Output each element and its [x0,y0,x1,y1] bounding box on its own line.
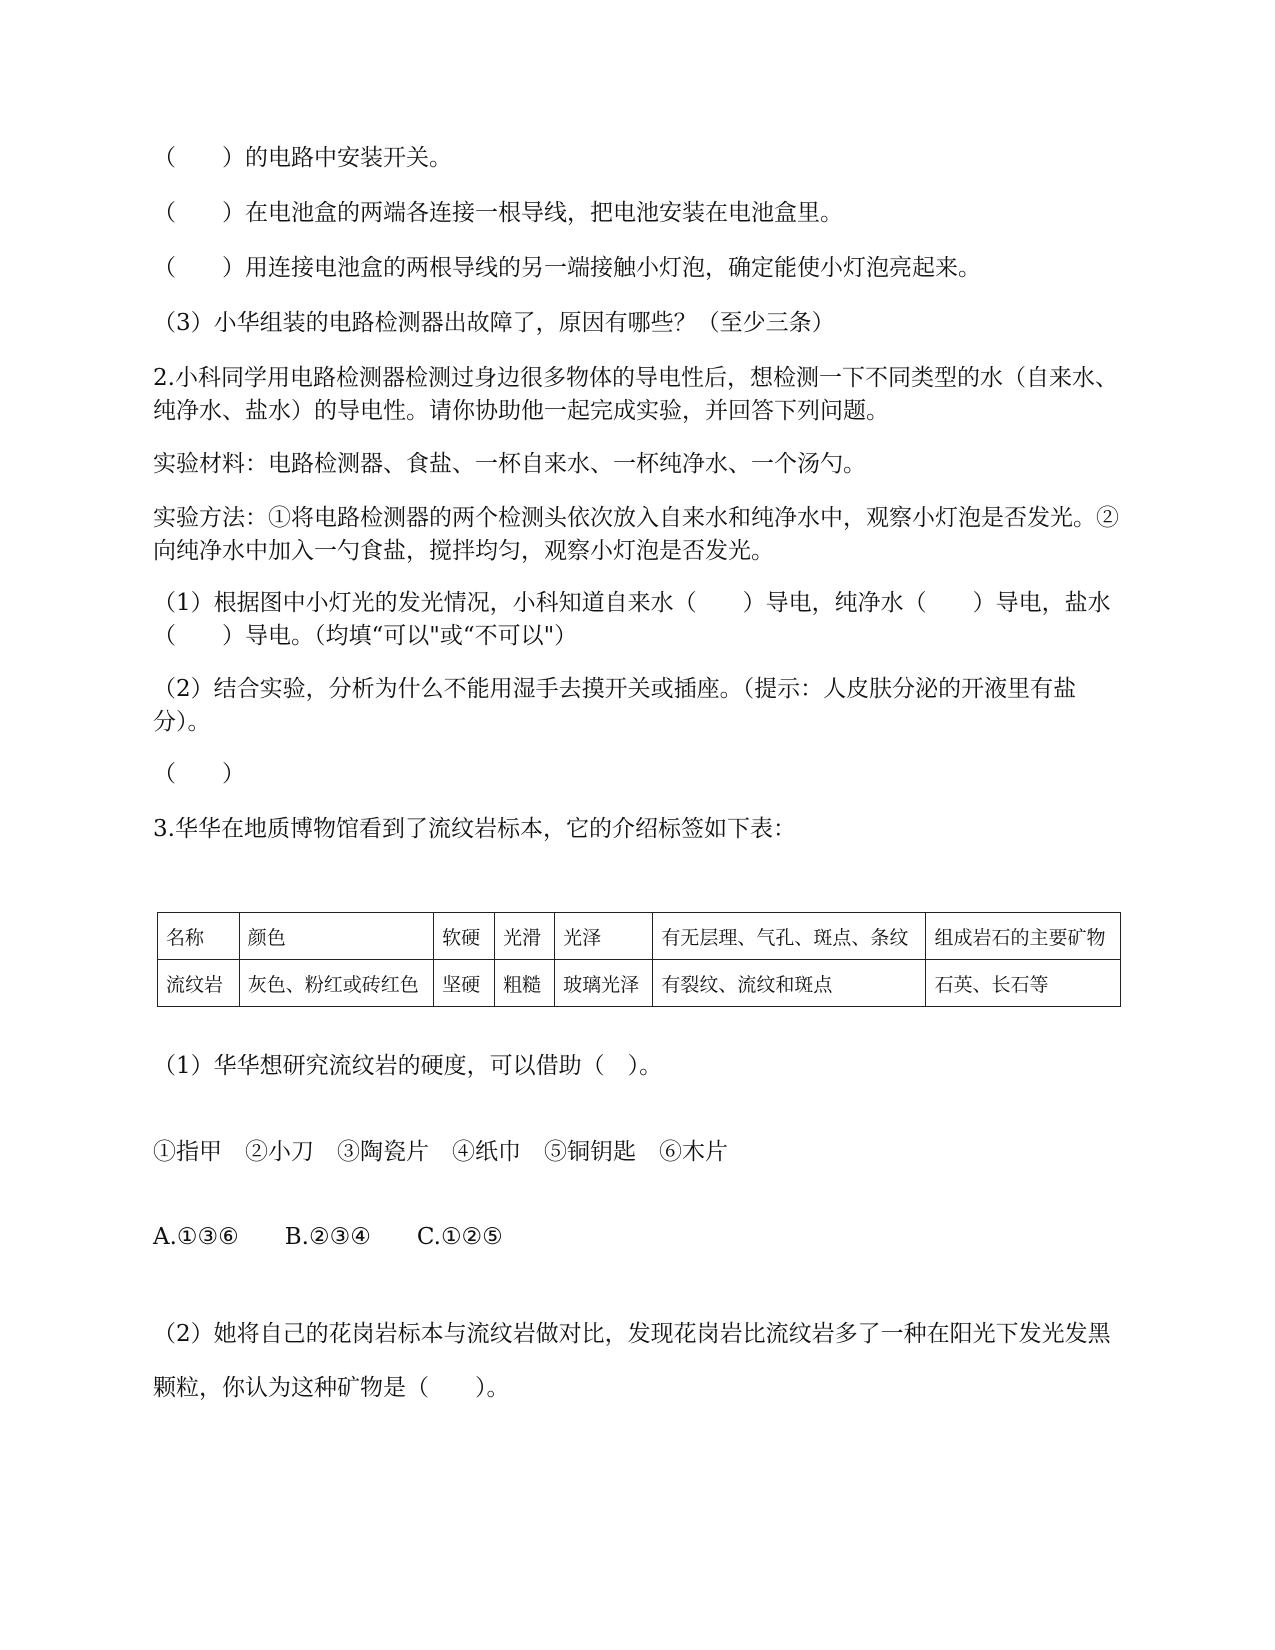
experiment-method: 实验方法：①将电路检测器的两个检测头依次放入自来水和纯净水中，观察小灯泡是否发光。②向纯净水中加入一勺食盐，搅拌均匀，观察小灯泡是否发光。 [153,505,1119,564]
answer-choices: A.①③⑥ B.②③④ C.①②⑤ [153,1224,503,1250]
experiment-materials: 实验材料：电路检测器、食盐、一杯自来水、一杯纯净水、一个汤勺。 [153,451,866,477]
question-3-2: （2）她将自己的花岗岩标本与流纹岩做对比，发现花岗岩比流纹岩多了一种在阳光下发光发黑颗粒，你认为这种矿物是（ ）。 [153,1321,1111,1401]
table-cell: 有无层理、气孔、斑点、条纹 [653,913,926,960]
table-cell: 灰色、粉红或砖红色 [239,960,433,1007]
table-cell: 光滑 [495,913,555,960]
table-cell: 颜色 [239,913,433,960]
question-3: 3.华华在地质博物馆看到了流纹岩标本，它的介绍标签如下表： [153,816,796,842]
question-1-3: （3）小华组装的电路检测器出故障了，原因有哪些？（至少三条） [153,310,835,336]
table-row [158,960,1121,1007]
question-2: 2.小科同学用电路检测器检测过身边很多物体的导电性后，想检测一下不同类型的水（自来水、纯净水、盐水）的导电性。请你协助他一起完成实验，并回答下列问题。 [153,365,1118,424]
table-cell: 坚硬 [434,960,495,1007]
question-2-2: （2）结合实验，分析为什么不能用湿手去摸开关或插座。（提示：人皮肤分泌的开液里有盐分）。 [153,676,1077,735]
question-3-1: （1）华华想研究流纹岩的硬度，可以借助（ ）。 [153,1053,663,1079]
question-2-1: （1）根据图中小灯光的发光情况，小科知道自来水（ ）导电，纯净水（ ）导电，盐水（ ）导电。（均填“可以"或“不可以"） [153,590,1111,649]
rhyolite-label-table [157,912,1121,1007]
answer-blank: （ ） [153,761,245,787]
circuit-step-bulb: （ ）用连接电池盒的两根导线的另一端接触小灯泡，确定能使小灯泡亮起来。 [153,255,981,281]
circuit-step-battery-box: （ ）在电池盒的两端各连接一根导线，把电池安装在电池盒里。 [153,200,843,226]
tool-options: ①指甲 ②小刀 ③陶瓷片 ④纸巾 ⑤铜钥匙 ⑥木片 [153,1139,728,1165]
table-cell: 光泽 [555,913,653,960]
table-cell: 流纹岩 [158,960,240,1007]
table-header-row [158,913,1121,960]
table-cell: 有裂纹、流纹和斑点 [653,960,926,1007]
table-cell: 名称 [158,913,240,960]
table-cell: 玻璃光泽 [555,960,653,1007]
circuit-step-switch: （ ）的电路中安装开关。 [153,145,452,171]
table-cell: 软硬 [434,913,495,960]
table-cell: 石英、长石等 [926,960,1121,1007]
table-cell: 粗糙 [495,960,555,1007]
table-cell: 组成岩石的主要矿物 [926,913,1121,960]
